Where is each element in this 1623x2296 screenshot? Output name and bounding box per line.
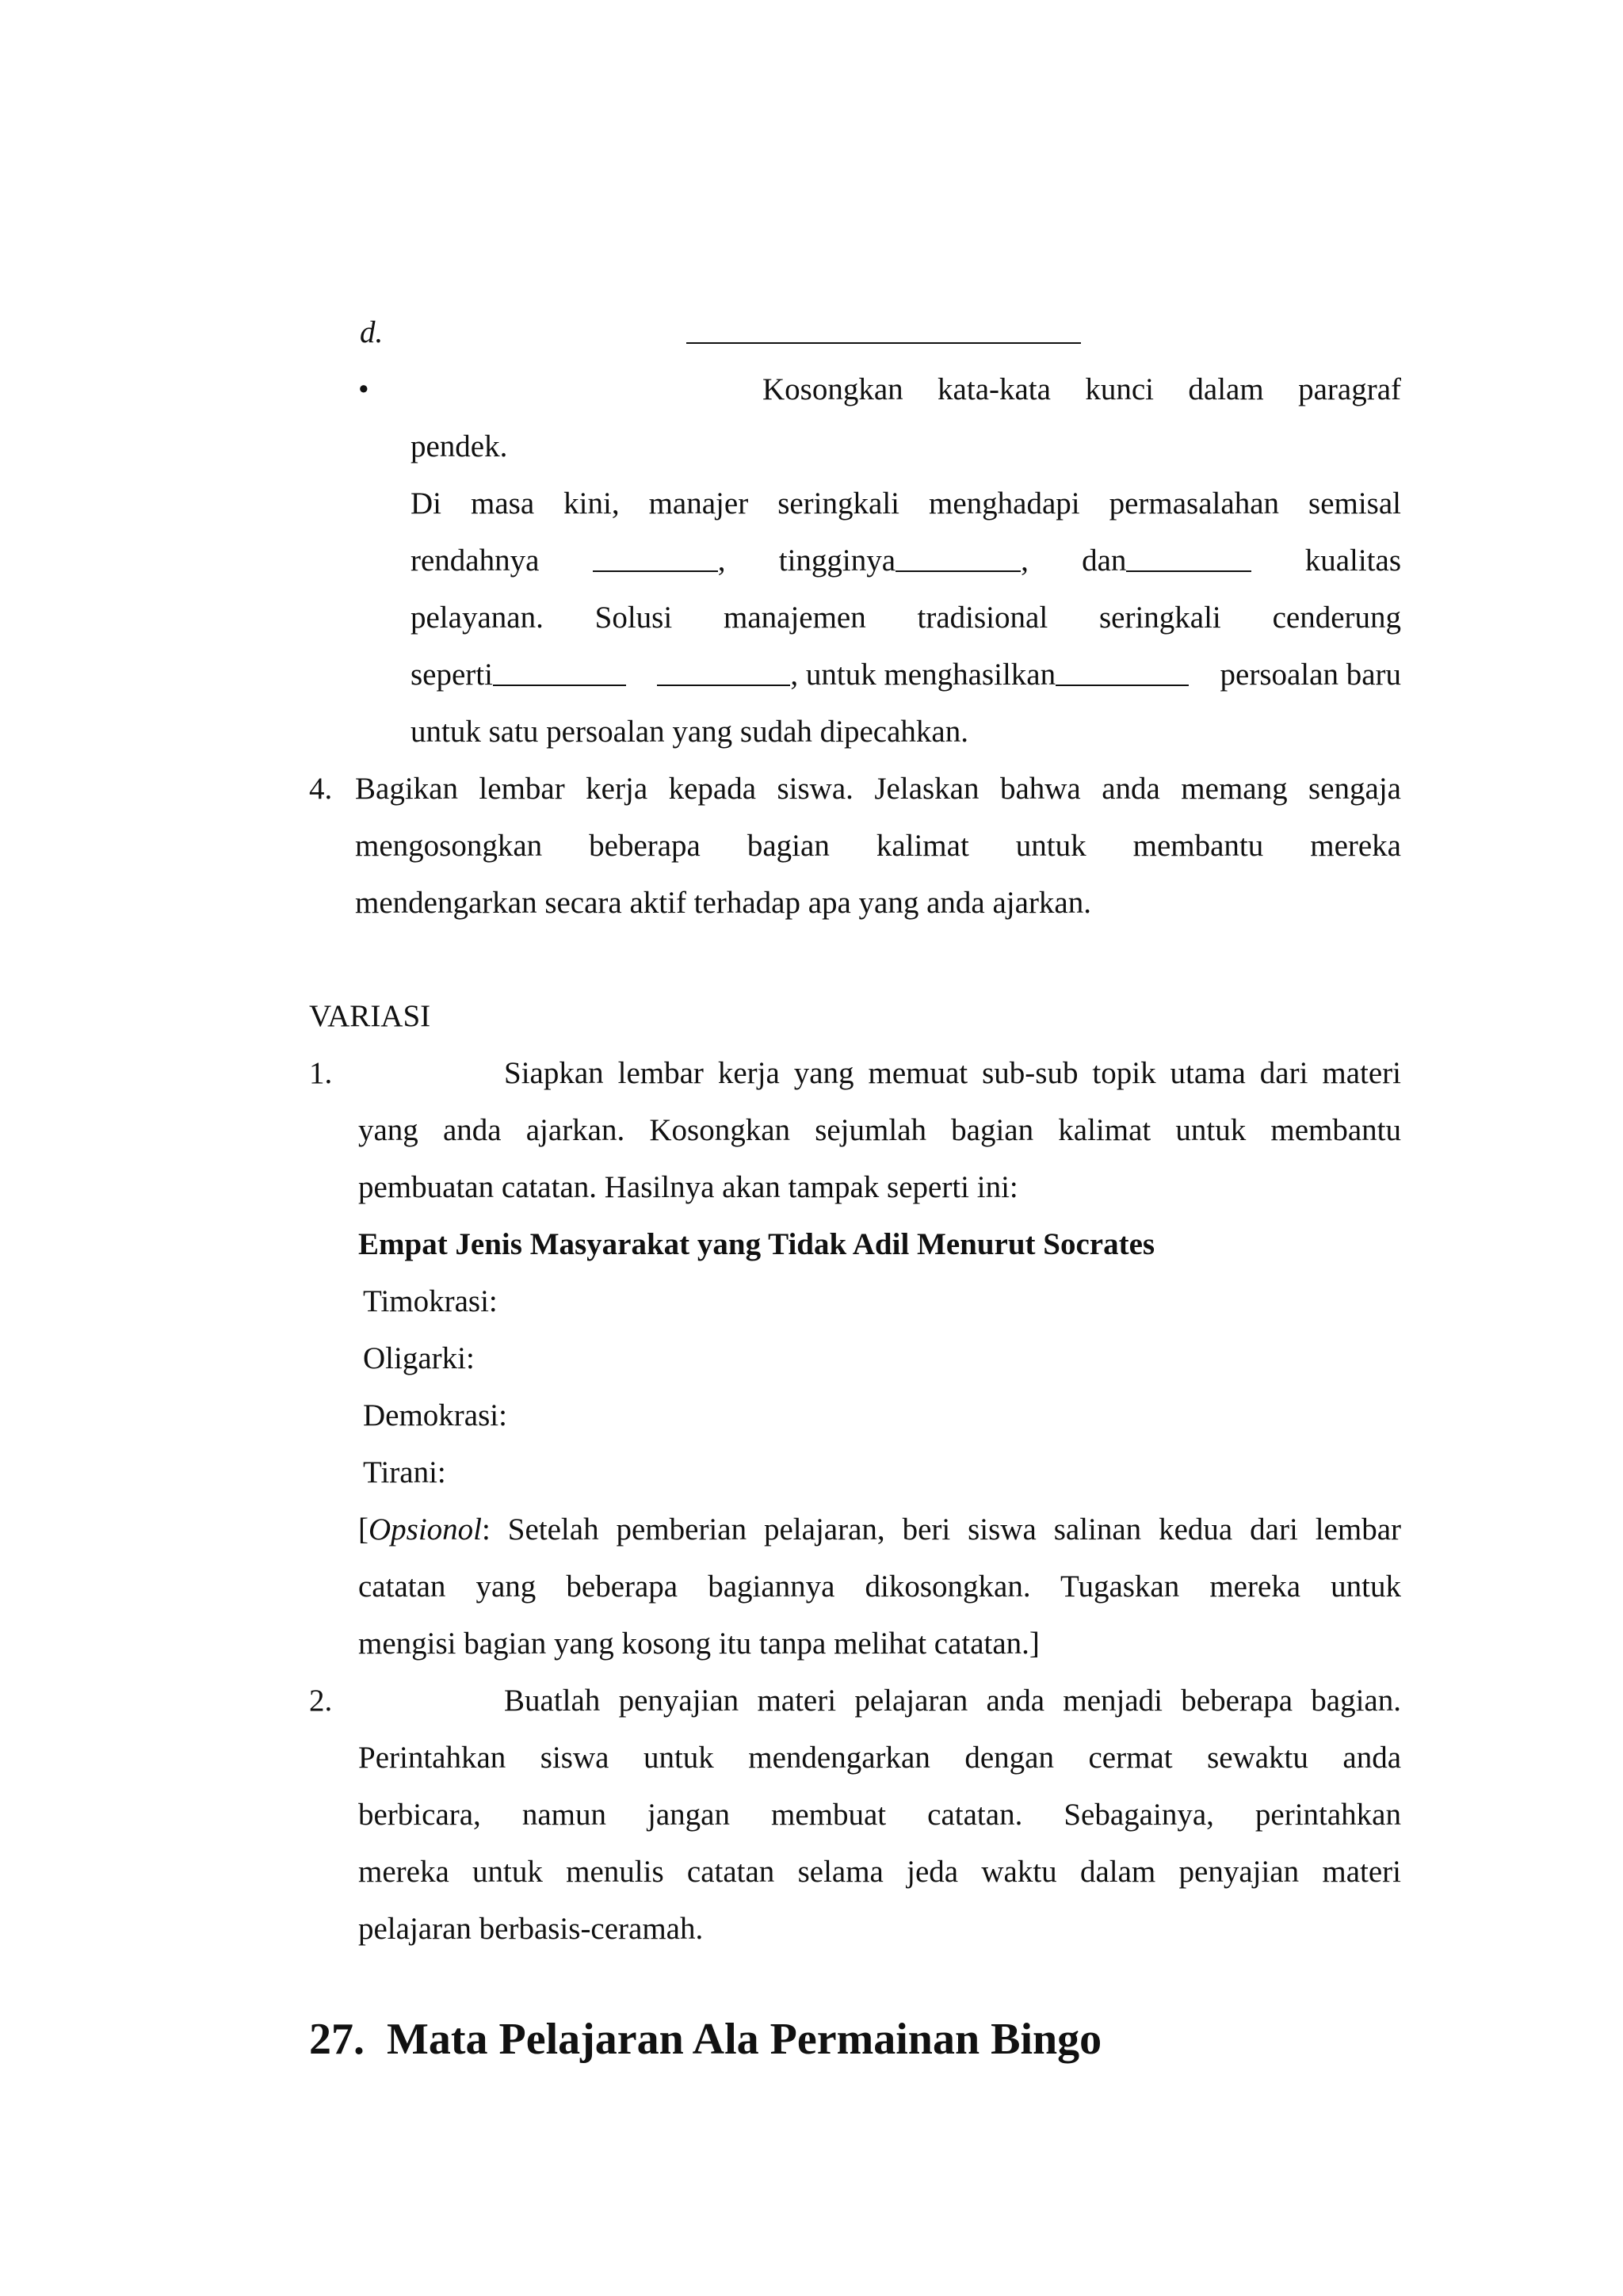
comma-2: , [1021, 543, 1029, 578]
paragraph-text-untuk-menghasilkan: , untuk menghasilkan [790, 658, 1056, 692]
fill-blank-group-3 [1082, 545, 1251, 576]
section-heading [309, 2015, 1102, 2064]
paragraph-line-2 [411, 545, 1401, 576]
fill-blank-group-2 [779, 545, 1029, 576]
fill-blank-6 [1056, 685, 1189, 686]
fill-blank-4 [493, 685, 626, 686]
bullet-line-2: pendek. [411, 429, 508, 463]
type-oligarki: Oligarki: [363, 1341, 475, 1375]
optional-note-line-1-rest: : Setelah pemberian pelajaran, beri siswa salinan kedua dari lembar [482, 1512, 1401, 1547]
variasi-item-2-line-4: mereka untuk menulis catatan selama jeda waktu dalam penyajian materi [358, 1855, 1401, 1889]
type-demokrasi: Demokrasi: [363, 1398, 507, 1432]
paragraph-word-seperti: seperti [411, 658, 493, 692]
bold-title-socrates: Empat Jenis Masyarakat yang Tidak Adil Menurut Socrates [358, 1227, 1155, 1261]
variasi-item-2-line-2: Perintahkan siswa untuk mendengarkan dengan cermat sewaktu anda [358, 1741, 1401, 1775]
step-4-line-3: mendengarkan secara aktif terhadap apa yang anda ajarkan. [355, 886, 1091, 920]
variasi-item-2-number: 2. [309, 1684, 333, 1718]
section-title: Mata Pelajaran Ala Permainan Bingo [387, 2015, 1102, 2064]
paragraph-line-3: pelayanan. Solusi manajemen tradisional seringkali cenderung [411, 601, 1401, 635]
type-timokrasi: Timokrasi: [363, 1284, 498, 1318]
variasi-item-1-line-1 [504, 1058, 1401, 1089]
variasi-heading: VARIASI [309, 999, 431, 1033]
optional-note-line-1 [358, 1514, 1401, 1545]
paragraph-word-kualitas: kualitas [1304, 543, 1401, 578]
bullet-marker: • [358, 372, 369, 406]
step-4-number: 4. [309, 772, 333, 806]
paragraph-line-1: Di masa kini, manajer seringkali menghadapi permasalahan semisal [411, 486, 1401, 521]
paragraph-line-4 [411, 659, 1401, 690]
paragraph-word-tingginya: tingginya [778, 543, 896, 578]
variasi-item-1-line-2: yang anda ajarkan. Kosongkan sejumlah bagian kalimat untuk membantu [358, 1113, 1401, 1147]
variasi-item-2-line-5: pelajaran berbasis-ceramah. [358, 1912, 704, 1946]
optional-bracket: [ [358, 1512, 369, 1547]
comma-1: , [717, 543, 726, 578]
fill-blank-2 [896, 570, 1021, 572]
item-d-blank-line [686, 342, 1081, 344]
paragraph-text-persoalan-baru: persoalan baru [1220, 658, 1401, 692]
optional-note-line-2: catatan yang beberapa bagiannya dikosongkan. Tugaskan mereka untuk [358, 1569, 1401, 1604]
paragraph-word-rendahnya: rendahnya [411, 543, 540, 578]
fill-blank-group-1 [593, 545, 726, 576]
fill-blank-group-5 [657, 659, 1189, 690]
fill-blank-3 [1126, 570, 1251, 572]
fill-blank-group-4 [411, 659, 626, 690]
variasi-item-2-line-3: berbicara, namun jangan membuat catatan. Sebagainya, perintahkan [358, 1798, 1401, 1832]
fill-blank-5 [657, 685, 790, 686]
variasi-item-2-line-1: Buatlah penyajian materi pelajaran anda menjadi beberapa bagian. [504, 1684, 1401, 1718]
fill-blank-1 [593, 570, 718, 572]
optional-italic-word: Opsionol [369, 1512, 483, 1547]
variasi-item-1-line-3: pembuatan catatan. Hasilnya akan tampak seperti ini: [358, 1170, 1018, 1204]
section-number: 27. [309, 2015, 365, 2064]
step-4-line-1: Bagikan lembar kerja kepada siswa. Jelaskan bahwa anda memang sengaja [355, 772, 1401, 806]
paragraph-word-dan: dan [1082, 543, 1127, 578]
item-d-letter: d. [360, 315, 384, 349]
step-4-line-2: mengosongkan beberapa bagian kalimat untuk membantu mereka [355, 829, 1401, 863]
paragraph-line-5: untuk satu persoalan yang sudah dipecahkan. [411, 715, 968, 749]
type-tirani: Tirani: [363, 1455, 446, 1489]
optional-note-line-3: mengisi bagian yang kosong itu tanpa melihat catatan.] [358, 1627, 1040, 1661]
bullet-line-1: Kosongkan kata-kata kunci dalam paragraf [762, 372, 1401, 406]
variasi-item-1-line-1-text: Siapkan lembar kerja yang memuat sub-sub topik utama dari materi [504, 1056, 1401, 1090]
variasi-item-1-number: 1. [309, 1056, 333, 1090]
